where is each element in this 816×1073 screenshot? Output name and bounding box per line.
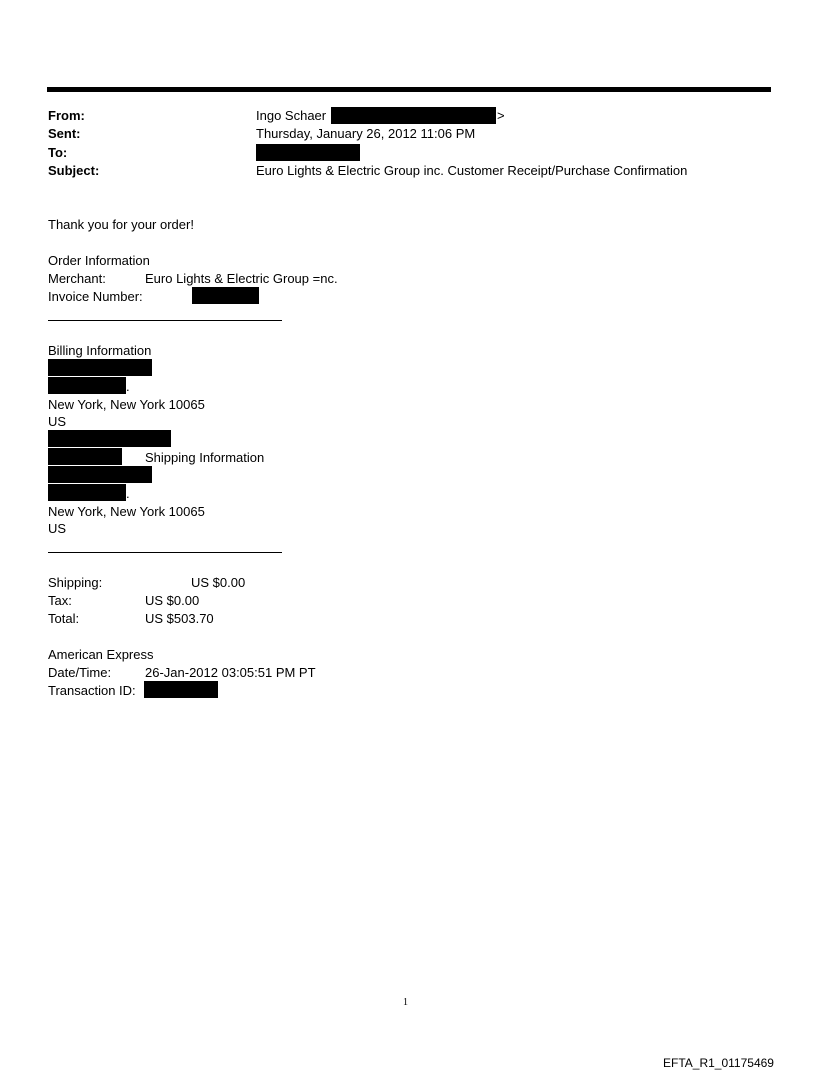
billing-city: New York, New York 10065 [48, 397, 205, 412]
order-heading: Order Information [48, 253, 150, 268]
invoice-label: Invoice Number: [48, 289, 143, 304]
to-label: To: [48, 145, 68, 160]
billing-dot: . [126, 379, 130, 394]
redaction-shipping-street [48, 484, 126, 501]
billing-country: US [48, 414, 67, 429]
datetime-value: 26-Jan-2012 03:05:51 PM PT [145, 665, 316, 680]
redaction-shipping-name [48, 466, 152, 483]
greeting: Thank you for your order! [48, 217, 194, 232]
redaction-billing-name [48, 359, 152, 376]
redaction-billing-email [48, 430, 171, 447]
redaction-billing-phone [48, 448, 122, 465]
tax-value: US $0.00 [145, 593, 200, 608]
header-rule [47, 87, 771, 92]
bates-id: EFTA_R1_01175469 [663, 1056, 774, 1070]
total-value: US $503.70 [145, 611, 214, 626]
transaction-label: Transaction ID: [48, 683, 136, 698]
redaction-billing-street [48, 377, 126, 394]
redaction-invoice [192, 287, 259, 304]
subject-label: Subject: [48, 163, 100, 178]
billing-heading: Billing Information [48, 343, 152, 358]
redaction-from-email [331, 107, 496, 124]
tax-label: Tax: [48, 593, 72, 608]
page-number: 1 [403, 997, 408, 1008]
shipping-city: New York, New York 10065 [48, 504, 205, 519]
redaction-transaction-id [144, 681, 218, 698]
from-name: Ingo Schaer [256, 108, 327, 123]
separator [48, 552, 282, 553]
shipping-heading: Shipping Information [145, 450, 265, 465]
merchant-label: Merchant: [48, 271, 106, 286]
subject-value: Euro Lights & Electric Group inc. Customer Receipt/Purchase Confirmation [256, 163, 688, 178]
datetime-label: Date/Time: [48, 665, 112, 680]
shipping-cost-value: US $0.00 [191, 575, 246, 590]
redaction-to [256, 144, 360, 161]
separator [48, 320, 282, 321]
merchant-value: Euro Lights & Electric Group =nc. [145, 271, 338, 286]
shipping-dot: . [126, 486, 130, 501]
total-label: Total: [48, 611, 80, 626]
sent-value: Thursday, January 26, 2012 11:06 PM [256, 126, 476, 141]
shipping-cost-label: Shipping: [48, 575, 103, 590]
shipping-country: US [48, 521, 67, 536]
from-suffix: > [497, 108, 505, 123]
card-type: American Express [48, 647, 154, 662]
from-label: From: [48, 108, 85, 123]
sent-label: Sent: [48, 126, 81, 141]
